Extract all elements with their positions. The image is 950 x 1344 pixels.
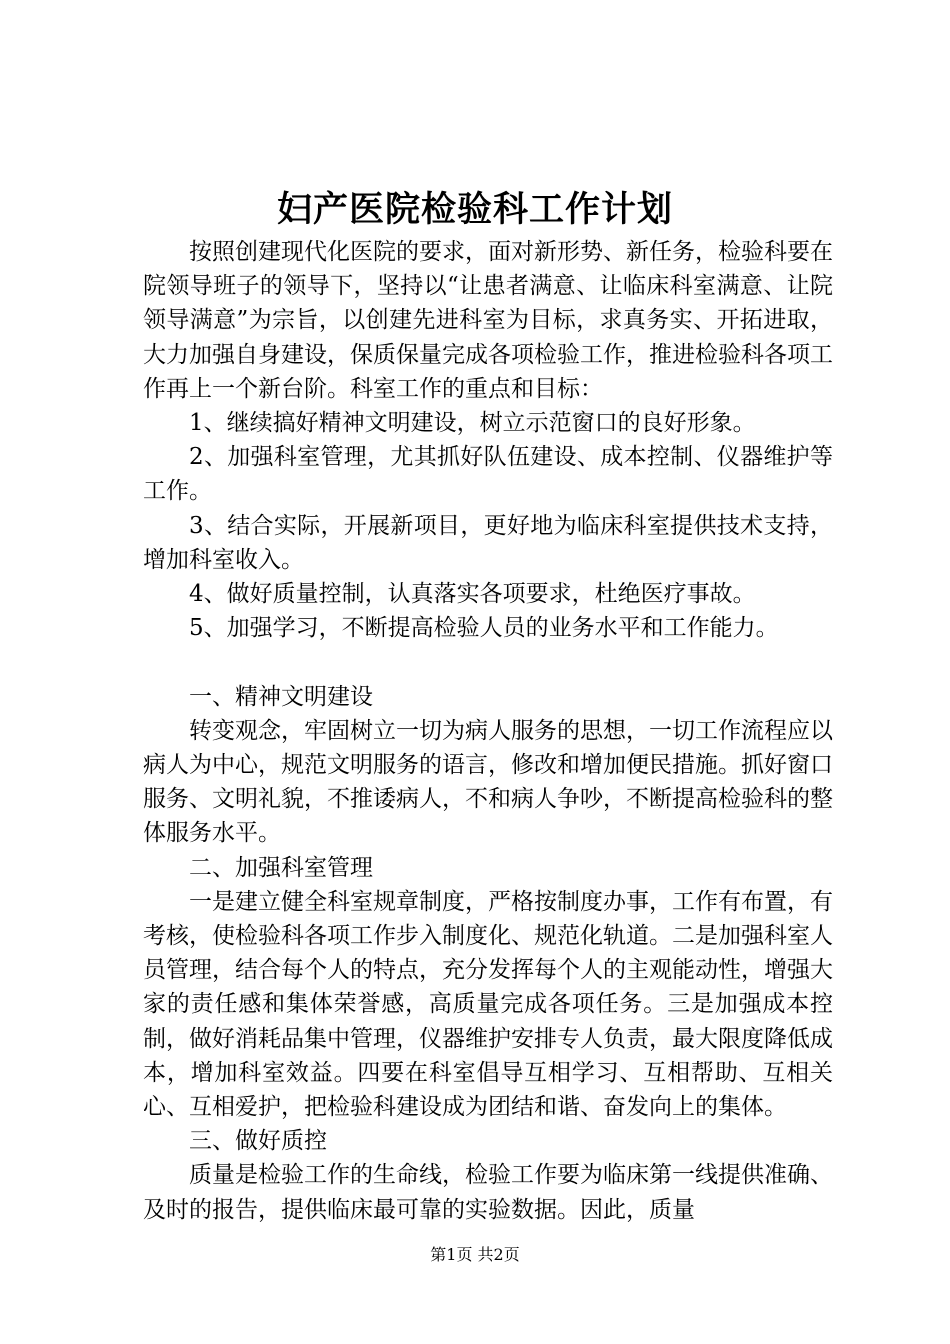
page-footer: 第1页 共2页	[430, 1245, 520, 1264]
section-heading-2: 二、加强科室管理	[189, 854, 373, 881]
goal-item-4: 4、做好质量控制，认真落实各项要求，杜绝医疗事故。	[189, 581, 756, 608]
goal-item-5: 5、加强学习，不断提高检验人员的业务水平和工作能力。	[189, 615, 779, 642]
document-title: 妇产医院检验科工作计划	[276, 189, 673, 230]
blank-line	[143, 645, 833, 679]
intro-paragraph: 按照创建现代化医院的要求，面对新形势、新任务，检验科要在院领导班子的领导下，坚持以“让患者满意、让临床科室满意、让院领导满意”为宗旨，以创建先进科室为目标，求真务实、开拓进取，大力加强自身建设，保质保量完成各项检验工作，推进检验科各项工作再上一个新台阶。科室工作的重点和目标：	[143, 239, 833, 402]
section-body-1: 转变观念，牢固树立一切为病人服务的思想，一切工作流程应以病人为中心，规范文明服务的语言，修改和增加便民措施。抓好窗口服务、文明礼貌，不推诿病人，不和病人争吵，不断提高检验科的整体服务水平。	[143, 717, 833, 847]
section-heading-1: 一、精神文明建设	[189, 683, 373, 710]
goal-item-1: 1、继续搞好精神文明建设，树立示范窗口的良好形象。	[189, 410, 756, 437]
goal-item-3: 3、结合实际，开展新项目，更好地为临床科室提供技术支持，增加科室收入。	[143, 512, 833, 573]
document-body	[143, 235, 833, 1227]
section-heading-3: 三、做好质控	[189, 1128, 327, 1155]
section-body-2: 一是建立健全科室规章制度，严格按制度办事，工作有布置，有考核，使检验科各项工作步入制度化、规范化轨道。二是加强科室人员管理，结合每个人的特点，充分发挥每个人的主观能动性，增强大家的责任感和集体荣誉感，高质量完成各项任务。三是加强成本控制，做好消耗品集中管理，仪器维护安排专人负责，最大限度降低成本，增加科室效益。四要在科室倡导互相学习、互相帮助、互相关心、互相爱护，把检验科建设成为团结和谐、奋发向上的集体。	[143, 888, 833, 1121]
section-body-3: 质量是检验工作的生命线，检验工作要为临床第一线提供准确、及时的报告，提供临床最可靠的实验数据。因此，质量	[143, 1162, 833, 1223]
goal-item-2: 2、加强科室管理，尤其抓好队伍建设、成本控制、仪器维护等工作。	[143, 444, 833, 505]
